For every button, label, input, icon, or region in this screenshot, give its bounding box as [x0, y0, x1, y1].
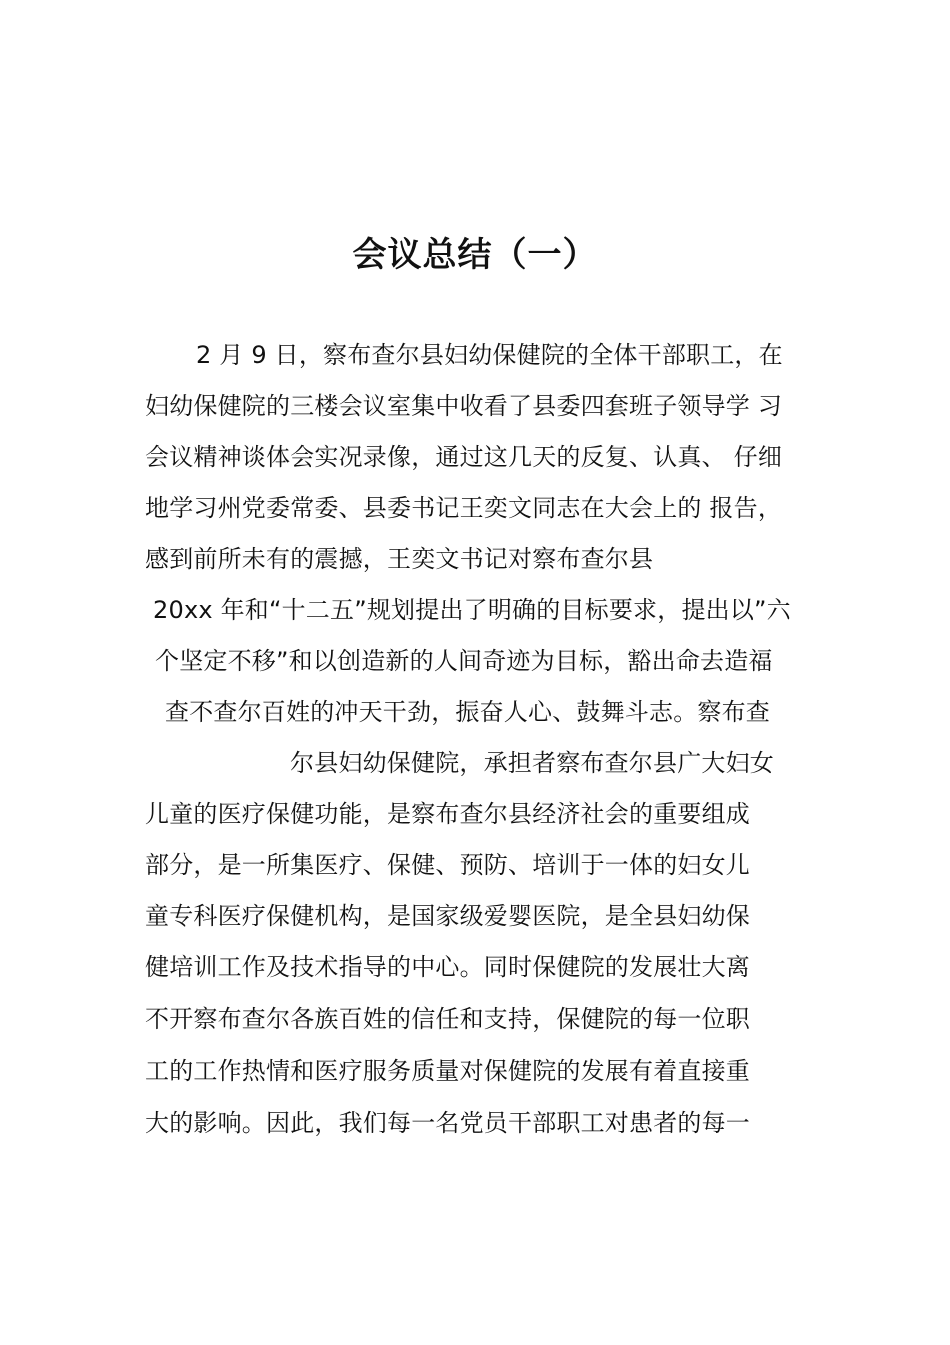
paragraph-line-7: 个坚定不移”和以创造新的人间奇迹为目标，豁出命去造福	[155, 647, 773, 675]
paragraph-line-16: 大的影响。因此，我们每一名党员干部职工对患者的每一	[145, 1109, 750, 1137]
paragraph-line-8: 查不查尔百姓的冲天干劲，振奋人心、鼓舞斗志。察布查	[165, 698, 770, 726]
paragraph-line-3: 会议精神谈体会实况录像，通过这几天的反复、认真、 仔细	[145, 443, 783, 471]
paragraph-line-13: 健培训工作及技术指导的中心。同时保健院的发展壮大离	[145, 953, 750, 981]
document-title: 会议总结（一）	[352, 235, 598, 275]
paragraph-line-12: 童专科医疗保健机构，是国家级爱婴医院，是全县妇幼保	[145, 902, 750, 930]
paragraph-line-11: 部分，是一所集医疗、保健、预防、培训于一体的妇女儿	[145, 851, 750, 879]
paragraph-line-15: 工的工作热情和医疗服务质量对保健院的发展有着直接重	[145, 1057, 750, 1085]
paragraph-line-4: 地学习州党委常委、县委书记王奕文同志在大会上的 报告，	[145, 494, 783, 522]
paragraph-line-9: 尔县妇幼保健院，承担者察布查尔县广大妇女	[290, 749, 774, 777]
paragraph-line-6: 20xx 年和“十二五”规划提出了明确的目标要求，提出以”六	[153, 596, 791, 624]
paragraph-line-14: 不开察布查尔各族百姓的信任和支持，保健院的每一位职	[145, 1005, 750, 1033]
paragraph-line-5: 感到前所未有的震撼，王奕文书记对察布查尔县	[145, 545, 654, 573]
paragraph-line-2: 妇幼保健院的三楼会议室集中收看了县委四套班子领导学 习	[145, 392, 783, 420]
paragraph-line-1: 2 月 9 日，察布查尔县妇幼保健院的全体干部职工，在	[196, 341, 783, 369]
paragraph-line-10: 儿童的医疗保健功能，是察布查尔县经济社会的重要组成	[145, 800, 750, 828]
